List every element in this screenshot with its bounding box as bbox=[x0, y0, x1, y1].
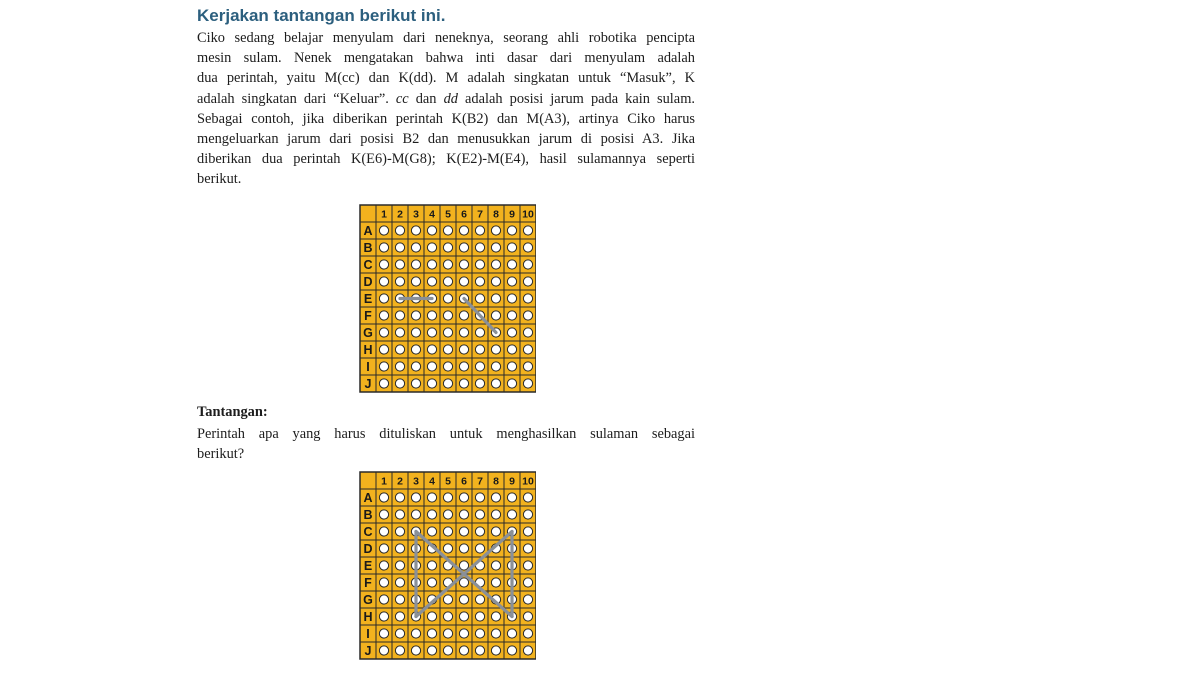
intro-text: berikut. bbox=[197, 171, 242, 188]
needle-hole bbox=[379, 493, 388, 502]
row-label: H bbox=[363, 610, 373, 624]
intro-line bbox=[197, 48, 695, 68]
intro-line bbox=[197, 28, 695, 48]
needle-hole bbox=[475, 379, 484, 388]
column-label: 7 bbox=[477, 475, 483, 488]
needle-hole bbox=[411, 311, 420, 320]
needle-hole bbox=[411, 646, 420, 655]
needle-hole bbox=[507, 510, 516, 519]
needle-hole bbox=[379, 595, 388, 604]
needle-hole bbox=[379, 311, 388, 320]
needle-hole bbox=[411, 260, 420, 269]
challenge-paragraph bbox=[197, 424, 695, 464]
needle-hole bbox=[523, 527, 532, 536]
needle-hole bbox=[523, 544, 532, 553]
needle-hole bbox=[379, 226, 388, 235]
needle-hole bbox=[523, 379, 532, 388]
needle-hole bbox=[395, 561, 404, 570]
row-label: C bbox=[363, 258, 373, 272]
challenge-text: berikut? bbox=[197, 446, 245, 463]
needle-hole bbox=[379, 294, 388, 303]
needle-hole bbox=[427, 362, 436, 371]
intro-line bbox=[197, 129, 695, 149]
needle-hole bbox=[443, 493, 452, 502]
needle-hole bbox=[459, 362, 468, 371]
needle-hole bbox=[491, 362, 500, 371]
column-label: 1 bbox=[381, 208, 387, 221]
row-label: A bbox=[363, 224, 373, 238]
needle-hole bbox=[459, 561, 468, 570]
intro-text: dan bbox=[408, 90, 444, 107]
challenge-title: Tantangan: bbox=[197, 404, 268, 420]
needle-hole bbox=[395, 493, 404, 502]
column-label: 2 bbox=[397, 208, 403, 221]
needle-hole bbox=[491, 226, 500, 235]
column-label: 2 bbox=[397, 475, 403, 488]
needle-hole bbox=[459, 226, 468, 235]
needle-hole bbox=[427, 510, 436, 519]
needle-hole bbox=[379, 629, 388, 638]
needle-hole bbox=[443, 646, 452, 655]
needle-hole bbox=[475, 294, 484, 303]
needle-hole bbox=[427, 226, 436, 235]
needle-hole bbox=[523, 612, 532, 621]
needle-hole bbox=[459, 379, 468, 388]
column-label: 7 bbox=[477, 208, 483, 221]
needle-hole bbox=[379, 561, 388, 570]
needle-hole bbox=[523, 311, 532, 320]
row-label: D bbox=[363, 542, 373, 556]
needle-hole bbox=[507, 362, 516, 371]
challenge-text: Perintah apa yang harus dituliskan untuk menghasilkan sulaman sebagai bbox=[197, 426, 695, 442]
needle-hole bbox=[523, 561, 532, 570]
needle-hole bbox=[443, 328, 452, 337]
column-label: 3 bbox=[413, 208, 419, 221]
needle-hole bbox=[507, 379, 516, 388]
needle-hole bbox=[459, 345, 468, 354]
needle-hole bbox=[379, 510, 388, 519]
needle-hole bbox=[379, 544, 388, 553]
needle-hole bbox=[507, 277, 516, 286]
needle-hole bbox=[523, 345, 532, 354]
needle-hole bbox=[443, 379, 452, 388]
needle-hole bbox=[491, 294, 500, 303]
needle-hole bbox=[523, 510, 532, 519]
needle-hole bbox=[411, 277, 420, 286]
needle-hole bbox=[491, 277, 500, 286]
needle-hole bbox=[395, 311, 404, 320]
needle-hole bbox=[475, 510, 484, 519]
column-label: 9 bbox=[509, 475, 515, 488]
needle-hole bbox=[507, 311, 516, 320]
needle-hole bbox=[475, 493, 484, 502]
row-label: I bbox=[366, 360, 370, 374]
intro-text: cc bbox=[395, 90, 409, 107]
needle-hole bbox=[427, 243, 436, 252]
needle-hole bbox=[459, 646, 468, 655]
needle-hole bbox=[427, 578, 436, 587]
needle-hole bbox=[443, 311, 452, 320]
needle-hole bbox=[411, 328, 420, 337]
needle-hole bbox=[475, 328, 484, 337]
needle-hole bbox=[427, 328, 436, 337]
needle-hole bbox=[507, 646, 516, 655]
needle-hole bbox=[507, 294, 516, 303]
needle-hole bbox=[475, 226, 484, 235]
needle-hole bbox=[491, 243, 500, 252]
needle-hole bbox=[507, 629, 516, 638]
row-label: E bbox=[363, 292, 373, 306]
row-label: J bbox=[364, 644, 372, 658]
needle-hole bbox=[395, 379, 404, 388]
needle-hole bbox=[459, 328, 468, 337]
needle-hole bbox=[443, 260, 452, 269]
needle-hole bbox=[395, 226, 404, 235]
row-label: G bbox=[363, 593, 373, 607]
needle-hole bbox=[379, 243, 388, 252]
needle-hole bbox=[395, 595, 404, 604]
needle-hole bbox=[523, 243, 532, 252]
needle-hole bbox=[475, 544, 484, 553]
needle-hole bbox=[491, 629, 500, 638]
needle-hole bbox=[491, 510, 500, 519]
intro-paragraph bbox=[197, 28, 695, 190]
needle-hole bbox=[475, 243, 484, 252]
needle-hole bbox=[443, 277, 452, 286]
row-label: D bbox=[363, 275, 373, 289]
needle-hole bbox=[523, 277, 532, 286]
challenge-line bbox=[197, 424, 695, 444]
needle-hole bbox=[475, 646, 484, 655]
column-label: 4 bbox=[429, 475, 435, 488]
needle-hole bbox=[427, 311, 436, 320]
column-label: 3 bbox=[413, 475, 419, 488]
needle-hole bbox=[459, 493, 468, 502]
needle-hole bbox=[379, 646, 388, 655]
needle-hole bbox=[443, 243, 452, 252]
column-label: 6 bbox=[461, 208, 467, 221]
needle-hole bbox=[395, 328, 404, 337]
needle-hole bbox=[379, 612, 388, 621]
needle-hole bbox=[523, 595, 532, 604]
needle-hole bbox=[395, 578, 404, 587]
needle-hole bbox=[395, 527, 404, 536]
needle-hole bbox=[395, 260, 404, 269]
needle-hole bbox=[379, 328, 388, 337]
needle-hole bbox=[475, 362, 484, 371]
needle-hole bbox=[475, 527, 484, 536]
needle-hole bbox=[411, 493, 420, 502]
intro-line bbox=[197, 68, 695, 88]
row-label: H bbox=[363, 343, 373, 357]
needle-hole bbox=[395, 277, 404, 286]
challenge-embroidery-grid bbox=[359, 471, 536, 660]
intro-text: Sebagai contoh, jika diberikan perintah K(B2) dan M(A3), artinya Ciko harus bbox=[197, 110, 695, 127]
row-label: J bbox=[364, 377, 372, 391]
intro-text: adalah posisi jarum pada kain sulam. bbox=[457, 90, 695, 107]
needle-hole bbox=[395, 510, 404, 519]
needle-hole bbox=[459, 544, 468, 553]
needle-hole bbox=[411, 226, 420, 235]
needle-hole bbox=[523, 578, 532, 587]
needle-hole bbox=[427, 260, 436, 269]
intro-text: adalah singkatan dari “Keluar”. bbox=[197, 90, 396, 107]
needle-hole bbox=[459, 277, 468, 286]
column-label: 5 bbox=[445, 208, 451, 221]
needle-hole bbox=[379, 527, 388, 536]
column-label: 5 bbox=[445, 475, 451, 488]
needle-hole bbox=[507, 328, 516, 337]
needle-hole bbox=[523, 328, 532, 337]
needle-hole bbox=[395, 243, 404, 252]
needle-hole bbox=[459, 510, 468, 519]
needle-hole bbox=[523, 294, 532, 303]
intro-text: diberikan dua perintah K(E6)-M(G8); K(E2)-M(E4), hasil sulamannya seperti bbox=[197, 151, 695, 168]
intro-line bbox=[197, 169, 695, 189]
needle-hole bbox=[379, 578, 388, 587]
needle-hole bbox=[491, 612, 500, 621]
needle-hole bbox=[427, 493, 436, 502]
needle-hole bbox=[395, 362, 404, 371]
row-label: G bbox=[363, 326, 373, 340]
needle-hole bbox=[395, 629, 404, 638]
needle-hole bbox=[395, 345, 404, 354]
row-label: I bbox=[366, 627, 370, 641]
needle-hole bbox=[523, 493, 532, 502]
column-label: 10 bbox=[522, 475, 534, 488]
needle-hole bbox=[379, 277, 388, 286]
needle-hole bbox=[491, 379, 500, 388]
needle-hole bbox=[491, 260, 500, 269]
needle-hole bbox=[395, 612, 404, 621]
needle-hole bbox=[443, 544, 452, 553]
needle-hole bbox=[491, 561, 500, 570]
needle-hole bbox=[427, 561, 436, 570]
needle-hole bbox=[507, 226, 516, 235]
needle-hole bbox=[475, 595, 484, 604]
section-heading: Kerjakan tantangan berikut ini. bbox=[197, 6, 446, 25]
needle-hole bbox=[459, 629, 468, 638]
intro-line bbox=[197, 149, 695, 169]
needle-hole bbox=[459, 243, 468, 252]
needle-hole bbox=[459, 578, 468, 587]
column-label: 1 bbox=[381, 475, 387, 488]
needle-hole bbox=[443, 226, 452, 235]
needle-hole bbox=[427, 646, 436, 655]
challenge-line bbox=[197, 444, 695, 464]
needle-hole bbox=[443, 527, 452, 536]
intro-line bbox=[197, 89, 695, 109]
intro-text: mesin sulam. Nenek mengatakan bahwa inti dasar dari menyulam adalah bbox=[197, 50, 695, 67]
row-label: C bbox=[363, 525, 373, 539]
needle-hole bbox=[379, 379, 388, 388]
needle-hole bbox=[427, 527, 436, 536]
needle-hole bbox=[491, 646, 500, 655]
needle-hole bbox=[507, 345, 516, 354]
needle-hole bbox=[475, 629, 484, 638]
needle-hole bbox=[475, 277, 484, 286]
column-label: 8 bbox=[493, 475, 499, 488]
needle-hole bbox=[507, 493, 516, 502]
column-label: 9 bbox=[509, 208, 515, 221]
intro-line bbox=[197, 109, 695, 129]
needle-hole bbox=[427, 629, 436, 638]
intro-text: mengeluarkan jarum dari posisi B2 dan menusukkan jarum di posisi A3. Jika bbox=[197, 131, 695, 148]
needle-hole bbox=[491, 493, 500, 502]
column-label: 10 bbox=[522, 208, 534, 221]
needle-hole bbox=[523, 646, 532, 655]
intro-text: dd bbox=[443, 90, 458, 107]
needle-hole bbox=[523, 362, 532, 371]
needle-hole bbox=[491, 345, 500, 354]
needle-hole bbox=[427, 379, 436, 388]
needle-hole bbox=[491, 578, 500, 587]
needle-hole bbox=[443, 612, 452, 621]
example-embroidery-grid bbox=[359, 204, 536, 393]
needle-hole bbox=[523, 629, 532, 638]
intro-text: Ciko sedang belajar menyulam dari neneknya, seorang ahli robotika pencipta bbox=[197, 30, 695, 46]
column-label: 4 bbox=[429, 208, 435, 221]
column-label: 8 bbox=[493, 208, 499, 221]
needle-hole bbox=[427, 612, 436, 621]
needle-hole bbox=[443, 595, 452, 604]
needle-hole bbox=[411, 379, 420, 388]
needle-hole bbox=[507, 260, 516, 269]
needle-hole bbox=[411, 243, 420, 252]
row-label: F bbox=[364, 309, 372, 323]
needle-hole bbox=[427, 277, 436, 286]
needle-hole bbox=[379, 362, 388, 371]
needle-hole bbox=[427, 345, 436, 354]
needle-hole bbox=[411, 629, 420, 638]
needle-hole bbox=[395, 544, 404, 553]
row-label: B bbox=[363, 241, 373, 255]
row-label: F bbox=[364, 576, 372, 590]
needle-hole bbox=[379, 260, 388, 269]
needle-hole bbox=[475, 260, 484, 269]
needle-hole bbox=[459, 612, 468, 621]
needle-hole bbox=[523, 226, 532, 235]
needle-hole bbox=[491, 527, 500, 536]
needle-hole bbox=[459, 527, 468, 536]
row-label: A bbox=[363, 491, 373, 505]
needle-hole bbox=[459, 260, 468, 269]
column-label: 6 bbox=[461, 475, 467, 488]
needle-hole bbox=[411, 345, 420, 354]
needle-hole bbox=[411, 362, 420, 371]
needle-hole bbox=[507, 243, 516, 252]
row-label: E bbox=[363, 559, 373, 573]
needle-hole bbox=[475, 612, 484, 621]
row-label: B bbox=[363, 508, 373, 522]
needle-hole bbox=[475, 345, 484, 354]
needle-hole bbox=[523, 260, 532, 269]
needle-hole bbox=[443, 362, 452, 371]
needle-hole bbox=[443, 629, 452, 638]
needle-hole bbox=[395, 646, 404, 655]
needle-hole bbox=[411, 510, 420, 519]
needle-hole bbox=[459, 311, 468, 320]
needle-hole bbox=[491, 311, 500, 320]
needle-hole bbox=[443, 345, 452, 354]
intro-text: dua perintah, yaitu M(cc) dan K(dd). M adalah singkatan untuk “Masuk”, K bbox=[197, 70, 695, 87]
needle-hole bbox=[459, 595, 468, 604]
needle-hole bbox=[379, 345, 388, 354]
needle-hole bbox=[443, 294, 452, 303]
needle-hole bbox=[443, 510, 452, 519]
